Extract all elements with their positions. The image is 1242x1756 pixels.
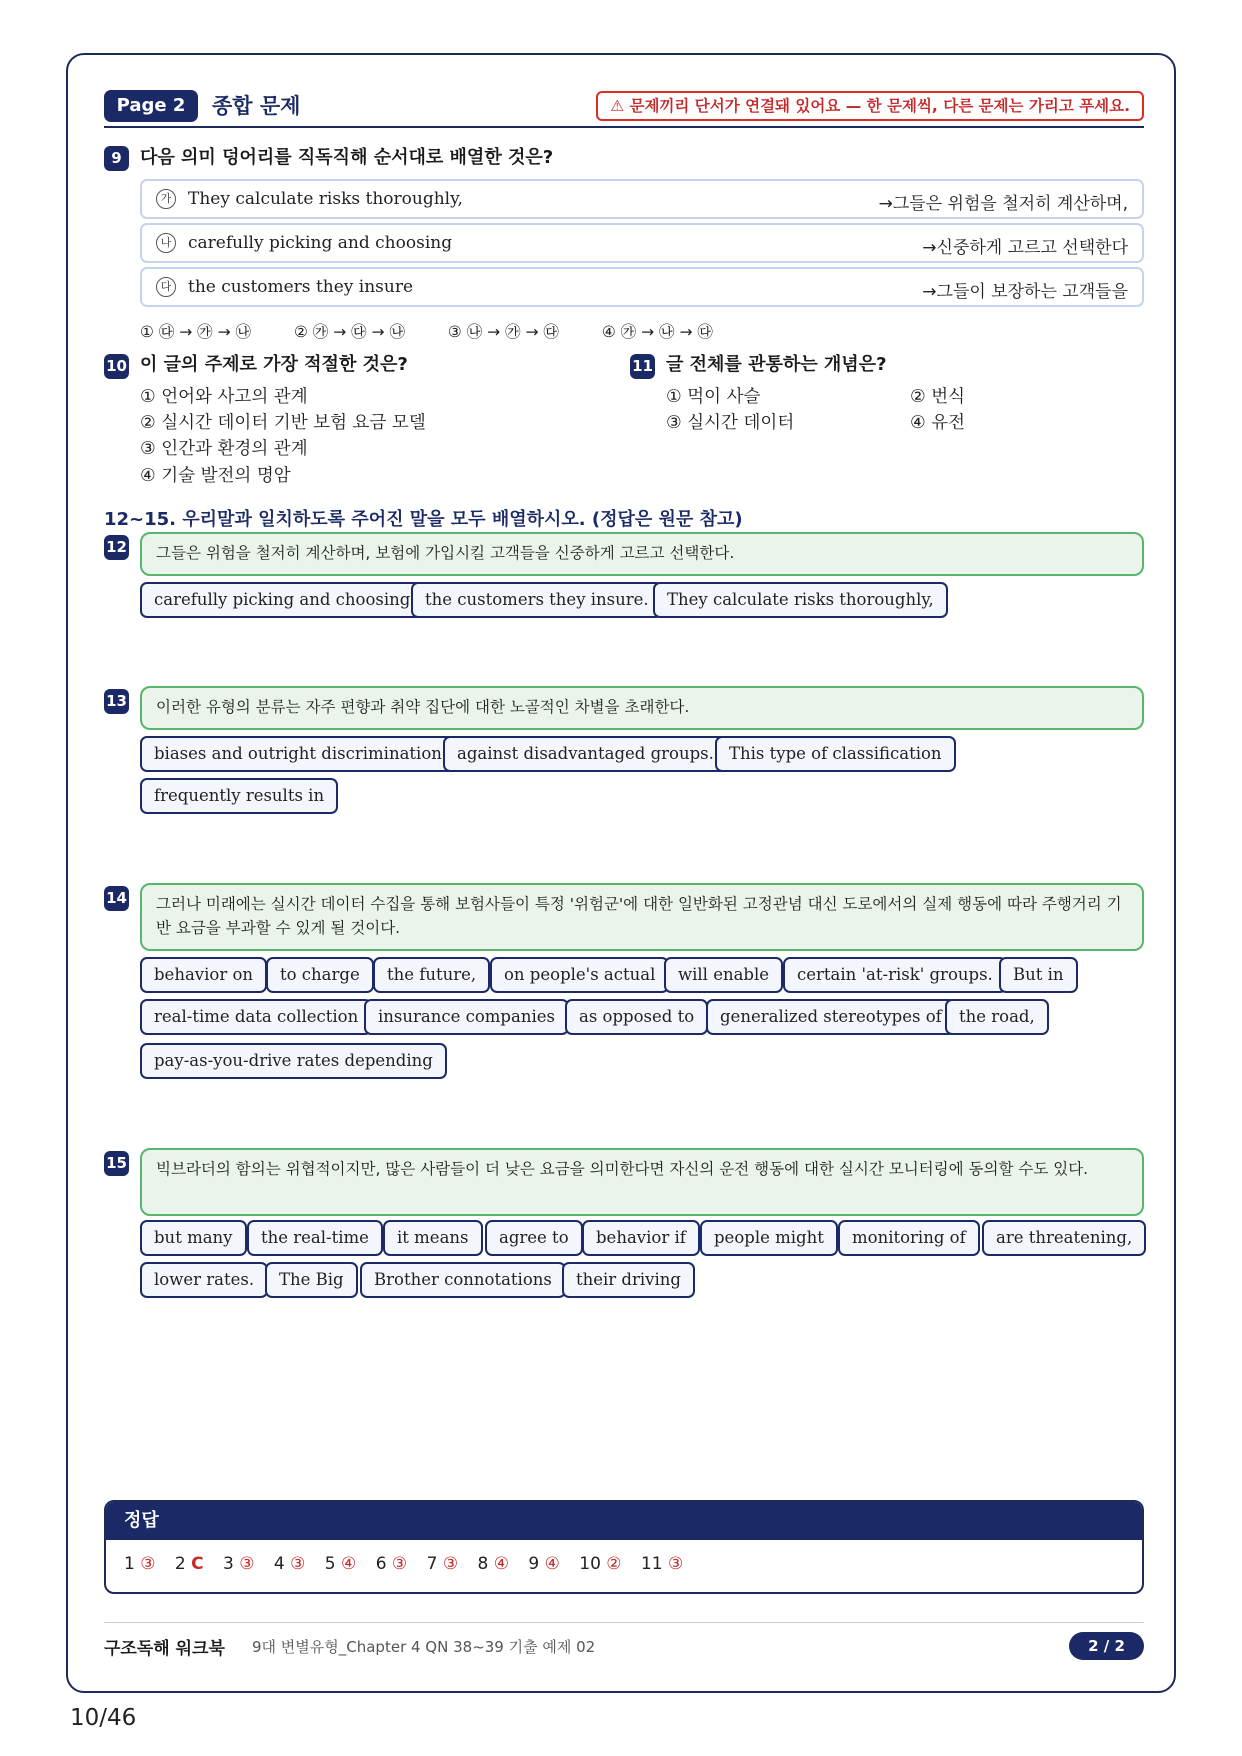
answer-options xyxy=(140,320,751,342)
word-tile[interactable]: monitoring of xyxy=(838,1220,980,1256)
word-tile[interactable]: pay-as-you-drive rates depending xyxy=(140,1043,447,1079)
word-tile[interactable]: the road, xyxy=(945,999,1049,1035)
word-tile[interactable]: it means xyxy=(383,1220,483,1256)
document-page-number: 10/46 xyxy=(70,1705,137,1731)
option-3[interactable]: ③ ㉯ → ㉮ → ㉰ xyxy=(447,323,559,341)
question-number: 11 xyxy=(630,354,655,379)
option-2[interactable]: ② 번식 xyxy=(910,387,966,407)
footer-subtitle: 9대 변별유형_Chapter 4 QN 38~39 기출 예제 02 xyxy=(252,1638,596,1656)
question-text: 글 전체를 관통하는 개념은? xyxy=(666,354,887,375)
option-3[interactable]: ③ 실시간 데이터 xyxy=(666,413,795,433)
word-tile[interactable]: real-time data collection xyxy=(140,999,372,1035)
korean-prompt: 빅브라더의 함의는 위협적이지만, 많은 사람들이 더 낮은 요금을 의미한다면 자신의 운전 행동에 대한 실시간 모니터링에 동의할 수도 있다. xyxy=(140,1148,1144,1216)
question-number: 9 xyxy=(104,146,129,171)
chunk-korean: →신중하게 고르고 선택한다 xyxy=(922,238,1128,258)
meaning-chunk xyxy=(140,223,1144,263)
word-tile[interactable]: frequently results in xyxy=(140,778,338,814)
answer-item: 1 ③ xyxy=(124,1554,156,1574)
meaning-chunk xyxy=(140,267,1144,307)
answer-item: 3 ③ xyxy=(223,1554,255,1574)
chunk-marker: 가 xyxy=(156,189,176,209)
meaning-chunk xyxy=(140,179,1144,219)
word-tile[interactable]: their driving xyxy=(562,1262,695,1298)
option-4[interactable]: ④ 기술 발전의 명암 xyxy=(140,466,291,486)
question-number: 12 xyxy=(104,535,129,560)
word-tile[interactable]: carefully picking and choosing xyxy=(140,582,424,618)
word-tile[interactable]: behavior if xyxy=(582,1220,700,1256)
word-tile[interactable]: This type of classification xyxy=(715,736,956,772)
option-2[interactable]: ② 실시간 데이터 기반 보험 요금 모델 xyxy=(140,413,426,433)
word-tile[interactable]: certain 'at-risk' groups. xyxy=(783,957,1007,993)
question-number: 13 xyxy=(104,689,129,714)
word-tile[interactable]: will enable xyxy=(664,957,783,993)
footer-brand: 구조독해 워크북 xyxy=(104,1639,225,1659)
answer-list xyxy=(106,1540,1142,1574)
answer-key-title: 정답 xyxy=(106,1502,1142,1540)
chunk-marker: 나 xyxy=(156,233,176,253)
chunk-english: carefully picking and choosing xyxy=(188,233,453,253)
answer-item: 9 ④ xyxy=(528,1554,560,1574)
option-2[interactable]: ② ㉮ → ㉰ → ㉯ xyxy=(293,323,405,341)
word-tile[interactable]: They calculate risks thoroughly, xyxy=(653,582,948,618)
word-tile[interactable]: the real-time xyxy=(247,1220,383,1256)
page-header xyxy=(104,90,1144,128)
question-text: 다음 의미 덩어리를 직독직해 순서대로 배열한 것은? xyxy=(140,147,554,168)
word-tile[interactable]: biases and outright discrimination xyxy=(140,736,456,772)
answer-item: 6 ③ xyxy=(375,1554,408,1574)
answer-item: 4 ③ xyxy=(273,1554,306,1574)
footer-page-indicator: 2 / 2 xyxy=(1069,1632,1144,1660)
word-tile[interactable]: But in xyxy=(999,957,1078,993)
answer-item: 7 ③ xyxy=(426,1554,459,1574)
answer-item: 8 ④ xyxy=(477,1554,509,1574)
question-number: 10 xyxy=(104,354,129,379)
word-tile[interactable]: against disadvantaged groups. xyxy=(443,736,728,772)
chunk-english: the customers they insure xyxy=(188,277,414,297)
word-tile[interactable]: agree to xyxy=(485,1220,583,1256)
answer-item: 2 C xyxy=(174,1554,204,1574)
question-text: 이 글의 주제로 가장 적절한 것은? xyxy=(140,354,408,375)
word-tile[interactable]: but many xyxy=(140,1220,247,1256)
question-number: 15 xyxy=(104,1151,129,1176)
answer-key xyxy=(104,1500,1144,1594)
word-tile[interactable]: to charge xyxy=(266,957,374,993)
word-tile[interactable]: people might xyxy=(700,1220,838,1256)
word-tile[interactable]: Brother connotations xyxy=(360,1262,566,1298)
word-tile[interactable]: insurance companies xyxy=(364,999,569,1035)
word-tile[interactable]: on people's actual xyxy=(490,957,669,993)
option-1[interactable]: ① 먹이 사슬 xyxy=(666,387,761,407)
chunk-english: They calculate risks thoroughly, xyxy=(188,189,463,209)
question-number: 14 xyxy=(104,886,129,911)
word-tile[interactable]: behavior on xyxy=(140,957,267,993)
option-4[interactable]: ④ ㉮ → ㉯ → ㉰ xyxy=(601,323,713,341)
word-tile[interactable]: the future, xyxy=(373,957,490,993)
word-tile[interactable]: the customers they insure. xyxy=(411,582,663,618)
warning-banner: ⚠ 문제끼리 단서가 연결돼 있어요 — 한 문제씩, 다른 문제는 가리고 푸세요. xyxy=(596,91,1144,121)
option-4[interactable]: ④ 유전 xyxy=(910,413,966,433)
korean-prompt: 이러한 유형의 분류는 자주 편향과 취약 집단에 대한 노골적인 차별을 초래한다. xyxy=(140,686,1144,730)
option-1[interactable]: ① 언어와 사고의 관계 xyxy=(140,387,308,407)
answer-item: 5 ④ xyxy=(324,1554,357,1574)
korean-prompt: 그러나 미래에는 실시간 데이터 수집을 통해 보험사들이 특정 '위험군'에 대한 일반화된 고정관념 대신 도로에서의 실제 행동에 따라 주행거리 기반 요금을 부과할 수 있게 될 것이다. xyxy=(140,883,1144,951)
korean-prompt: 그들은 위험을 철저히 계산하며, 보험에 가입시킬 고객들을 신중하게 고르고 선택한다. xyxy=(140,532,1144,576)
section-title: 종합 문제 xyxy=(212,94,301,118)
section-heading: 12~15. 우리말과 일치하도록 주어진 말을 모두 배열하시오. (정답은 원문 참고) xyxy=(104,509,743,530)
word-tile[interactable]: The Big xyxy=(265,1262,358,1298)
answer-item: 10 ② xyxy=(579,1554,622,1574)
option-3[interactable]: ③ 인간과 환경의 관계 xyxy=(140,439,308,459)
chunk-marker: 다 xyxy=(156,277,176,297)
option-1[interactable]: ① ㉰ → ㉮ → ㉯ xyxy=(140,323,252,341)
word-tile[interactable]: generalized stereotypes of xyxy=(706,999,956,1035)
word-tile[interactable]: as opposed to xyxy=(565,999,708,1035)
footer-divider xyxy=(104,1622,1144,1623)
page-badge: Page 2 xyxy=(104,90,198,122)
answer-item: 11 ③ xyxy=(640,1554,684,1574)
word-tile[interactable]: lower rates. xyxy=(140,1262,268,1298)
word-tile[interactable]: are threatening, xyxy=(982,1220,1146,1256)
chunk-korean: →그들이 보장하는 고객들을 xyxy=(922,282,1128,302)
chunk-korean: →그들은 위험을 철저히 계산하며, xyxy=(878,194,1128,214)
